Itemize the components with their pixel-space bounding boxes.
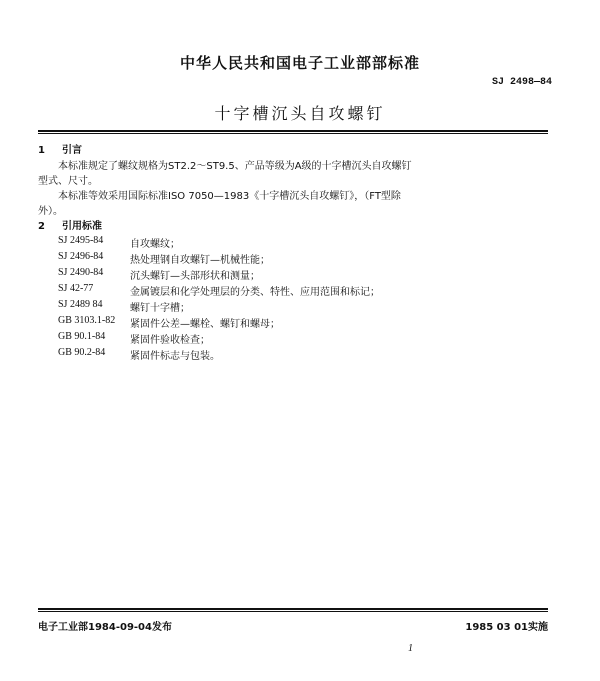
paragraph-iso-line1: 本标准等效采用国际标准ISO 7050—1983《十字槽沉头自攻螺钉》，（FT型除 <box>58 191 401 202</box>
reference-code: GB 90.2-84 <box>58 347 106 358</box>
document-title: 十字槽沉头自攻螺钉 <box>214 104 386 123</box>
section-title: 引言 <box>62 145 82 156</box>
paragraph-scope-line2: 型式、尺寸。 <box>38 176 98 187</box>
reference-title: 紧固件标志与包装。 <box>130 351 220 362</box>
standard-number: SJ 2498—84 <box>491 77 552 88</box>
reference-title: 沉头螺钉—头部形状和测量； <box>130 271 260 282</box>
reference-title: 金属镀层和化学处理层的分类、特性、应用范围和标记； <box>130 287 380 298</box>
section-number: 2 <box>38 221 45 232</box>
issue-date: 电子工业部1984-09-04发布 <box>38 622 172 633</box>
paragraph-scope-line1: 本标准规定了螺纹规格为ST2.2～ST9.5、产品等级为A级的十字槽沉头自攻螺钉 <box>58 161 412 172</box>
reference-code: SJ 2490-84 <box>58 267 104 278</box>
reference-code: SJ 2496-84 <box>58 251 104 262</box>
ministry-heading: 中华人民共和国电子工业部部标准 <box>179 54 420 72</box>
reference-title: 紧固件验收检查； <box>130 335 210 346</box>
reference-code: GB 3103.1-82 <box>58 315 116 326</box>
page-number: 1 <box>408 643 413 654</box>
paragraph-iso-line2: 外）。 <box>38 206 63 217</box>
section-2-heading <box>38 217 102 232</box>
footer-divider-thick <box>38 608 548 610</box>
section-title: 引用标准 <box>62 221 102 232</box>
header-divider-thick <box>38 130 548 132</box>
reference-code: SJ 42-77 <box>58 283 94 294</box>
footer-divider-thin <box>38 611 548 612</box>
effective-date: 1985 03 01实施 <box>465 622 548 633</box>
section-1-heading <box>38 141 82 156</box>
reference-title: 自攻螺纹； <box>130 239 180 250</box>
reference-title: 热处理钢自攻螺钉—机械性能； <box>130 255 270 266</box>
reference-code: SJ 2495-84 <box>58 235 104 246</box>
reference-code: SJ 2489 84 <box>58 299 103 310</box>
section-number: 1 <box>38 145 45 156</box>
reference-title: 紧固件公差—螺栓、螺钉和螺母； <box>130 319 280 330</box>
reference-code: GB 90.1-84 <box>58 331 106 342</box>
reference-title: 螺钉十字槽； <box>130 303 190 314</box>
header-divider-thin <box>38 133 548 134</box>
